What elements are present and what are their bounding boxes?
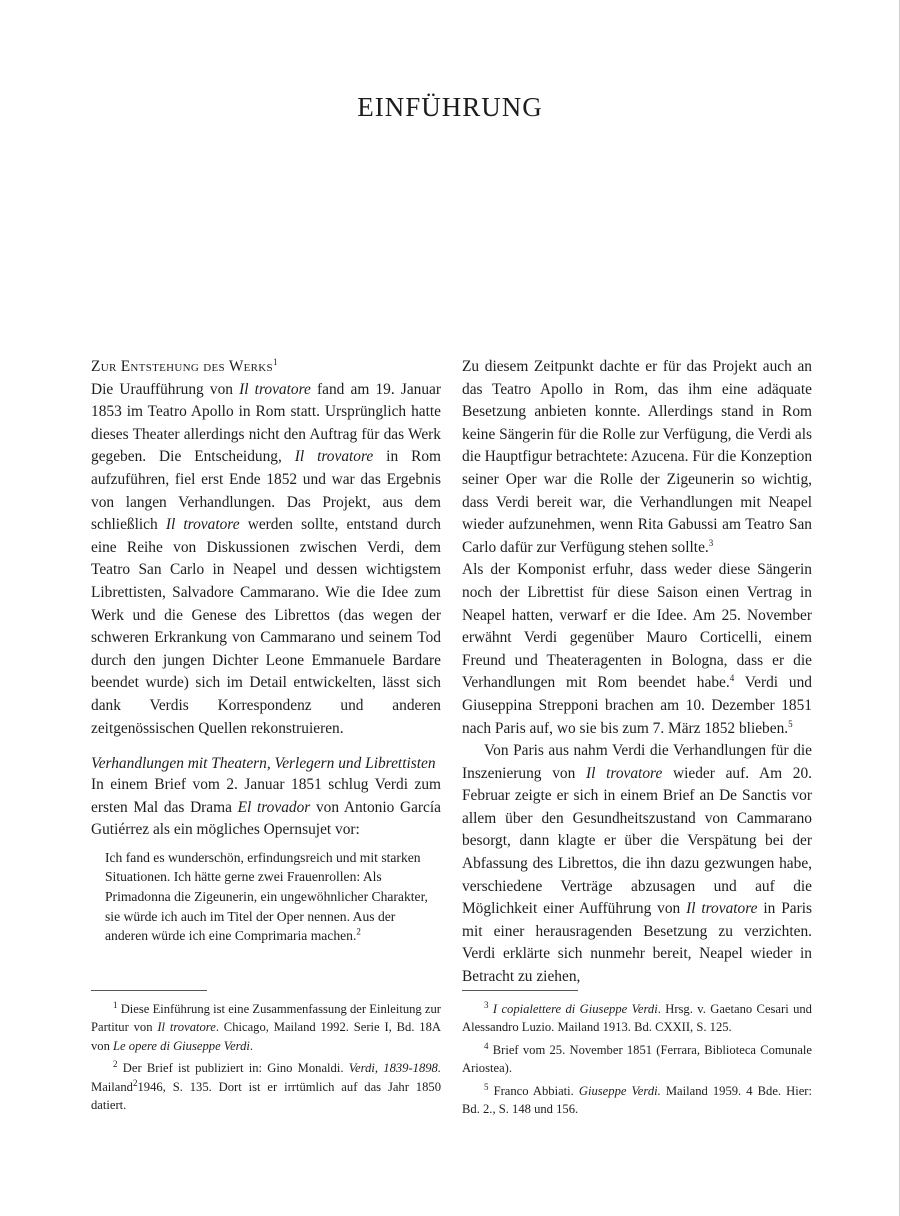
footnote: $^4$ Brief vom 25. November 1851 (Ferrara, Biblioteca Comunale Ariostea). <box>462 1040 813 1076</box>
section-heading: Zur Entstehung des Werks$^1$ <box>91 356 278 375</box>
footnotes-left <box>91 1000 441 1118</box>
paragraph: In einem Brief vom 2. Januar 1851 schlug Verdi zum ersten Mal das Drama El trovador von Antonio García Gutiérrez als ein mögliches Opernsujet vor: <box>91 776 441 839</box>
footnote: $^5$ Franco Abbiati. Giuseppe Verdi. Mailand 1959. 4 Bde. Hier: Bd. 2., S. 148 und 156. <box>462 1081 812 1117</box>
right-column <box>462 356 812 989</box>
footnote: $^2$ Der Brief ist publiziert in: Gino Monaldi. Verdi, 1839-1898. Mailand$^2$1946, S. 135. Dort ist er irrtümlich auf das Jahr 1850 datiert. <box>91 1059 441 1113</box>
footnote: $^3$ I copialettere di Giuseppe Verdi. Hrsg. v. Gaetano Cesari und Alessandro Luzio. Mailand 1913. Bd. CXXII, S. 125. <box>462 999 812 1035</box>
paragraph: Zu diesem Zeitpunkt dachte er für das Projekt auch an das Teatro Apollo in Rom, das ihm eine adäquate Besetzung anbieten konnte. Allerdings stand in Rom keine Sängerin für die Rolle zur Verfügung, die Verdi als die Hauptfigur betrachtete: Azucena. Für die Konzeption seiner Oper war die Rolle der Zigeunerin so wichtig, dass Verdi bereit war, die Verhandlungen mit Neapel wieder aufzunehmen, wenn Rita Gabussi am Teatro San Carlo dafür zur Verfügung stehen sollte.$^3$ <box>462 358 813 556</box>
footnote-rule <box>462 990 578 991</box>
paragraph: Die Uraufführung von Il trovatore fand am 19. Januar 1853 im Teatro Apollo in Rom statt. Ursprünglich hatte dieses Theater allerdings nicht den Auftrag für das Werk gegeben. Die Entscheidung, Il trovatore in Rom aufzuführen, fiel erst Ende 1852 und war das Ergebnis von langen Verhandlungen. Das Projekt, aus dem schließlich Il trovatore werden sollte, entstand durch eine Reihe von Diskussionen zwischen Verdi, dem Teatro San Carlo in Neapel und dessen wichtigstem Librettisten, Salvadore Cammarano. Wie die Idee zum Werk und die Genese des Librettos (das wegen der schweren Erkrankung von Cammarano und seinem Tod durch den jungen Dichter Leone Emmanuele Bardare beendet wurde) sich im Detail entwickelten, lässt sich dank Verdis Korrespondenz und anderen zeitgenössischen Quellen rekonstruieren. <box>91 380 442 737</box>
subsection-heading: Verhandlungen mit Theatern, Verlegern und Librettisten <box>91 755 436 773</box>
footnotes-right <box>462 1000 812 1122</box>
footnote: $^1$ Diese Einführung ist eine Zusammenfassung der Einleitung zur Partitur von Il trovatore. Chicago, Mailand 1992. Serie I, Bd. 18A von Le opere di Giuseppe Verdi. <box>91 999 441 1053</box>
footnote-rule <box>91 990 207 991</box>
page-title: EINFÜHRUNG <box>357 92 543 122</box>
block-quote: Ich fand es wunderschön, erfindungsreich und mit starken Situationen. Ich hätte gerne zwei Frauenrollen: Als Primadonna die Zigeunerin, ein ungewöhnlicher Charakter, sie würde ich auch im Titel der Oper nennen. Aus der anderen würde ich eine Comprimaria machen.$^2$ <box>105 849 428 944</box>
left-column <box>91 356 441 946</box>
paragraph: Von Paris aus nahm Verdi die Verhandlungen für die Inszenierung von Il trovatore wieder auf. Am 20. Februar zeigte er sich in einem Brief an De Sanctis vor allem über den Gesundheitszustand von Cammarano besorgt, dann klagte er über die Verspätung bei der Abfassung des Librettos, die ihn dazu gezwungen habe, verschiedene Verträge abzusagen und auf die Möglichkeit einer Aufführung von Il trovatore in Paris mit einer herausragenden Besetzung zu verzichten. Verdi erklärte sich nunmehr bereit, Neapel wieder in Betracht zu ziehen, <box>462 742 812 986</box>
paragraph: Als der Komponist erfuhr, dass weder diese Sängerin noch der Librettist für diese Saison einen Vertrag in Neapel hatten, verwarf er die Idee. Am 25. November erwähnt Verdi gegenüber Mauro Corticelli, einem Freund und Theateragenten in Bologna, dass er die Verhandlungen mit Rom beendet habe.$^4$ Verdi und Giuseppina Strepponi brachen am 10. Dezember 1851 nach Paris auf, wo sie bis zum 7. März 1852 blieben.$^5$ <box>462 561 812 737</box>
